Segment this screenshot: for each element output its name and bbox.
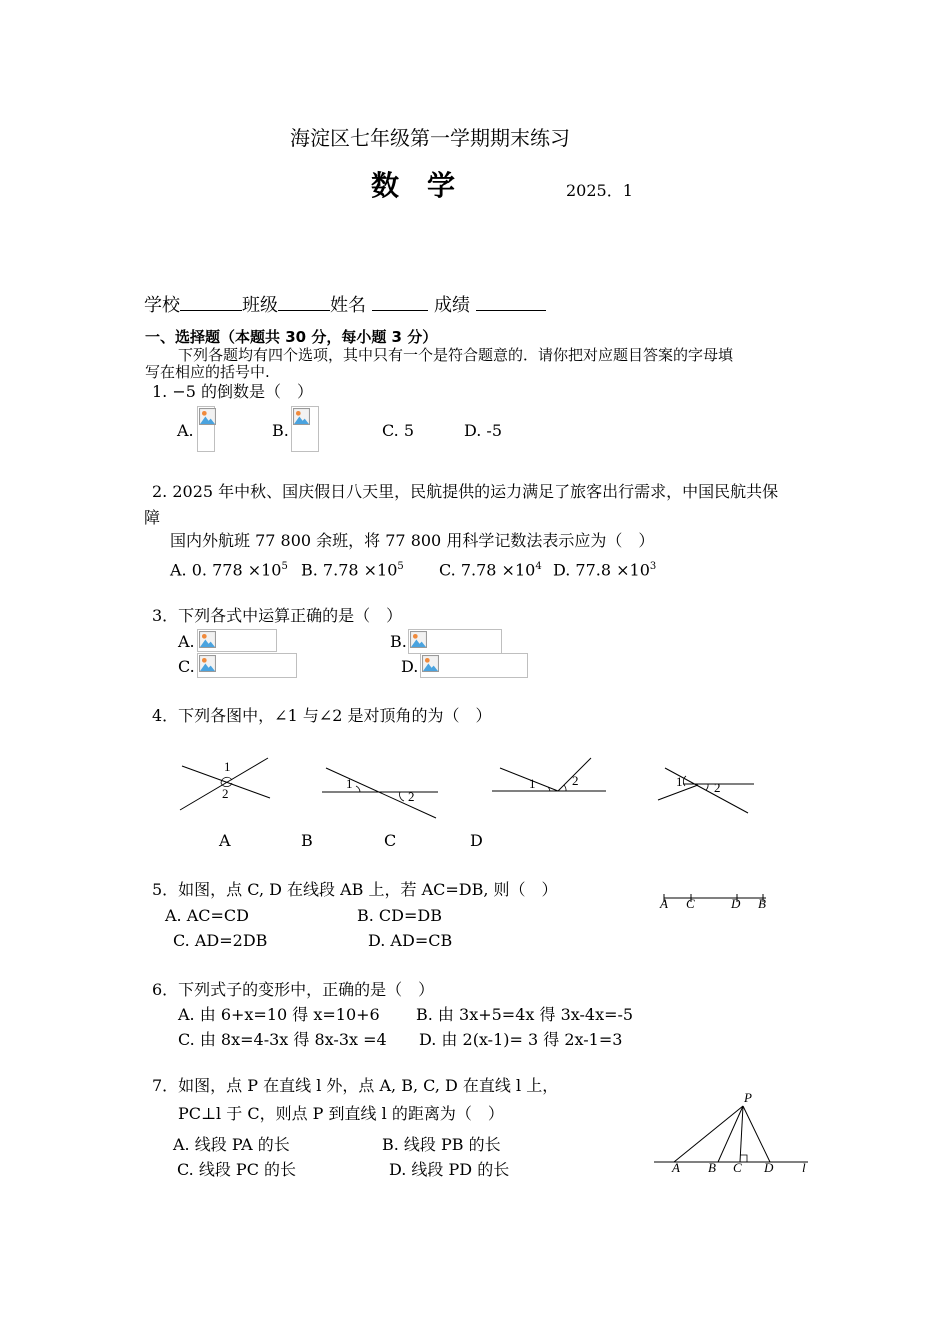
q5-point-b: B (758, 896, 766, 911)
q2-option-b: B. $7.78 \times 10^5$ (301, 560, 404, 580)
q7-point-b: B (708, 1160, 716, 1175)
q4-label-d: D (470, 831, 483, 850)
exam-date: 2025．1 (566, 181, 633, 200)
q4-label-c: C (384, 831, 397, 850)
q7-option-d: D. 线段 PD 的长 (389, 1160, 510, 1179)
q6-option-b: B. 由 3x+5=4x 得 3x-4x=-5 (416, 1005, 634, 1024)
info-line (144, 294, 546, 317)
score-label: 成绩 (434, 295, 470, 316)
q1-option-c: C. 5 (382, 421, 415, 440)
q5-point-d: D (731, 896, 741, 911)
class-label: 班级 (242, 295, 278, 316)
q7-distance-figure (648, 1086, 818, 1178)
q4-label-a: A (219, 831, 231, 850)
q6-option-a: A. 由 6+x=10 得 x=10+6 (178, 1005, 380, 1024)
name-blank[interactable] (372, 294, 428, 311)
q1-option-d: D. -5 (464, 421, 503, 440)
svg-text:2: 2 (714, 780, 721, 795)
q7-stem-2: PC⊥l 于 C，则点 P 到直线 l 的距离为（ ） (178, 1104, 504, 1123)
exam-title: 海淀区七年级第一学期期末练习 (290, 126, 570, 150)
q2-option-d: D. $77.8 \times 10^3$ (553, 560, 657, 580)
school-label: 学校 (144, 295, 180, 316)
broken-image-icon (410, 631, 427, 648)
q7-option-b: B. 线段 PB 的长 (382, 1135, 501, 1154)
q4-stem: 4．下列各图中，∠1 与∠2 是对顶角的为（ ） (152, 706, 492, 725)
q7-option-a: A. 线段 PA 的长 (173, 1135, 290, 1154)
q5-point-a: A (660, 896, 668, 911)
q7-option-c: C. 线段 PC 的长 (177, 1160, 297, 1179)
q5-option-d: D. AD=CB (368, 931, 453, 950)
school-blank[interactable] (180, 294, 242, 311)
q6-option-c: C. 由 8x=4-3x 得 8x-3x =4 (178, 1030, 387, 1049)
q7-point-d: D (764, 1160, 774, 1175)
broken-image-icon (199, 408, 216, 425)
q7-point-c: C (733, 1160, 742, 1175)
name-label: 姓名 (330, 295, 366, 316)
broken-image-icon (422, 655, 439, 672)
q5-option-c: C. AD=2DB (173, 931, 268, 950)
class-blank[interactable] (278, 294, 330, 311)
q5-point-c: C (686, 896, 695, 911)
q1-option-b-image (291, 406, 319, 452)
svg-text:2: 2 (222, 786, 229, 801)
q5-option-a: A. AC=CD (165, 906, 249, 925)
section-instructions-1: 下列各题均有四个选项，其中只有一个是符合题意的．请你把对应题目答案的字母填 (178, 346, 734, 364)
q3-stem: 3．下列各式中运算正确的是（ ） (152, 606, 403, 625)
q4-figures (170, 750, 770, 820)
broken-image-icon (199, 655, 216, 672)
score-blank[interactable] (476, 294, 546, 311)
svg-text:2: 2 (572, 773, 579, 788)
section-heading: 一、选择题（本题共 30 分，每小题 3 分） (145, 328, 438, 346)
q4-label-b: B (301, 831, 313, 850)
q7-point-p: P (744, 1090, 752, 1105)
q3-option-a-image (197, 629, 277, 652)
q3-option-d-image (420, 653, 528, 678)
q5-segment-figure (652, 886, 782, 916)
q2-option-c: C. $7.78 \times 10^4$ (439, 560, 542, 580)
q4-figure-d (658, 768, 754, 813)
svg-text:1: 1 (676, 774, 683, 789)
q5-stem: 5．如图，点 C, D 在线段 AB 上，若 AC=DB, 则（ ） (152, 880, 558, 899)
q4-figure-c (492, 758, 606, 791)
svg-text:1: 1 (346, 776, 353, 791)
q2-stem-3: 国内外航班 77 800 余班，将 77 800 用科学记数法表示应为（ ） (170, 531, 655, 550)
svg-text:1: 1 (224, 759, 231, 774)
q1-stem: 1. −5 的倒数是（ ） (152, 382, 314, 401)
q2-stem-1: 2. 2025 年中秋、国庆假日八天里，民航提供的运力满足了旅客出行需求，中国民航共保 (152, 482, 779, 501)
q3-option-d: D. (401, 657, 419, 676)
q6-stem: 6．下列式子的变形中，正确的是（ ） (152, 980, 435, 999)
q2-stem-2: 障 (144, 508, 161, 527)
q7-stem-1: 7．如图，点 P 在直线 l 外，点 A, B, C, D 在直线 l 上， (152, 1076, 559, 1095)
q3-option-a: A. (178, 632, 195, 651)
q6-option-d: D. 由 2(x-1)= 3 得 2x-1=3 (419, 1030, 623, 1049)
subject-title: 数 学 (371, 169, 456, 202)
broken-image-icon (199, 631, 216, 648)
q7-point-a: A (672, 1160, 680, 1175)
q3-option-c-image (197, 653, 297, 678)
svg-text:2: 2 (408, 789, 415, 804)
q1-option-a: A. (177, 421, 194, 440)
q7-line-label: l (802, 1160, 806, 1175)
broken-image-icon (293, 408, 310, 425)
q2-option-a: A. 0. $778 \times 10^5$ (170, 560, 288, 580)
q5-option-b: B. CD=DB (357, 906, 442, 925)
section-instructions-2: 写在相应的括号中. (145, 363, 270, 381)
q3-option-b: B. (390, 632, 407, 651)
q3-option-b-image (408, 629, 502, 654)
q1-option-b: B. (272, 421, 289, 440)
q3-option-c: C. (178, 657, 195, 676)
q4-figure-a (180, 758, 270, 810)
svg-text:1: 1 (529, 776, 536, 791)
q4-figure-b (322, 768, 438, 818)
q1-option-a-image (197, 406, 215, 452)
